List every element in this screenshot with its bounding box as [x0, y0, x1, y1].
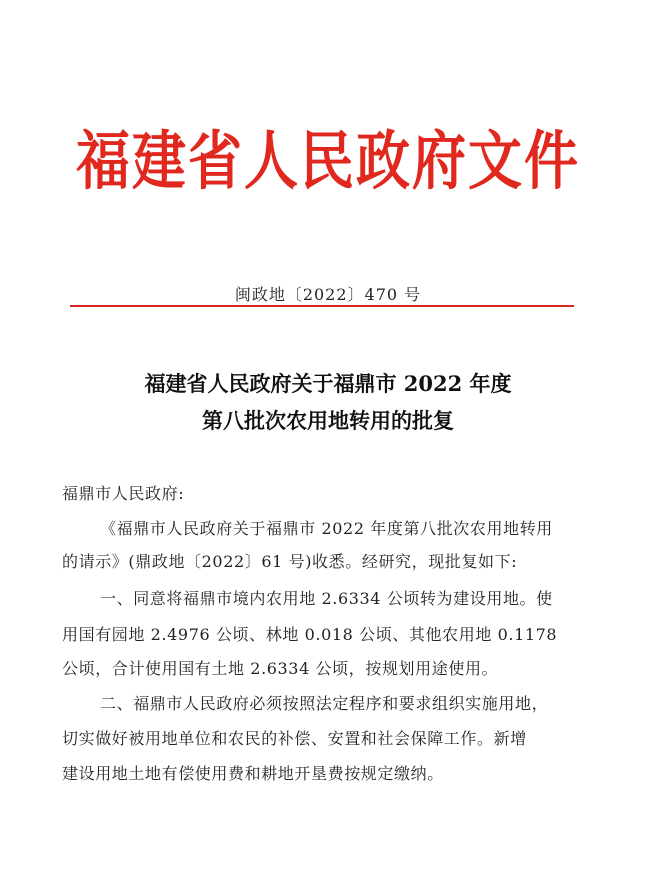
header-divider: [70, 305, 574, 307]
paragraph-line: 《福鼎市人民政府关于福鼎市 2022 年度第八批次农用地转用: [100, 519, 553, 538]
document-title-line-2: 第八批次农用地转用的批复: [202, 408, 454, 433]
paragraph-line: 建设用地土地有偿使用费和耕地开垦费按规定缴纳。: [62, 764, 444, 783]
paragraph-line: 切实做好被用地单位和农民的补偿、安置和社会保障工作。新增: [62, 729, 527, 748]
addressee: 福鼎市人民政府:: [62, 484, 185, 503]
document-number: 闽政地〔2022〕470 号: [234, 285, 422, 304]
paragraph-line: 的请示》(鼎政地〔2022〕61 号)收悉。经研究，现批复如下:: [62, 552, 518, 571]
paragraph-line: 公顷，合计使用国有土地 2.6334 公顷，按规划用途使用。: [62, 659, 499, 678]
paragraph-line: 二、福鼎市人民政府必须按照法定程序和要求组织实施用地，: [100, 694, 549, 713]
document-header-title: 福建省人民政府文件: [76, 124, 580, 199]
paragraph-line: 用国有园地 2.4976 公顷、林地 0.018 公顷、其他农用地 0.1178: [62, 625, 558, 644]
paragraph-line: 一、同意将福鼎市境内农用地 2.6334 公顷转为建设用地。使: [100, 589, 553, 608]
document-title-line-1: 福建省人民政府关于福鼎市 2022 年度: [144, 371, 512, 396]
